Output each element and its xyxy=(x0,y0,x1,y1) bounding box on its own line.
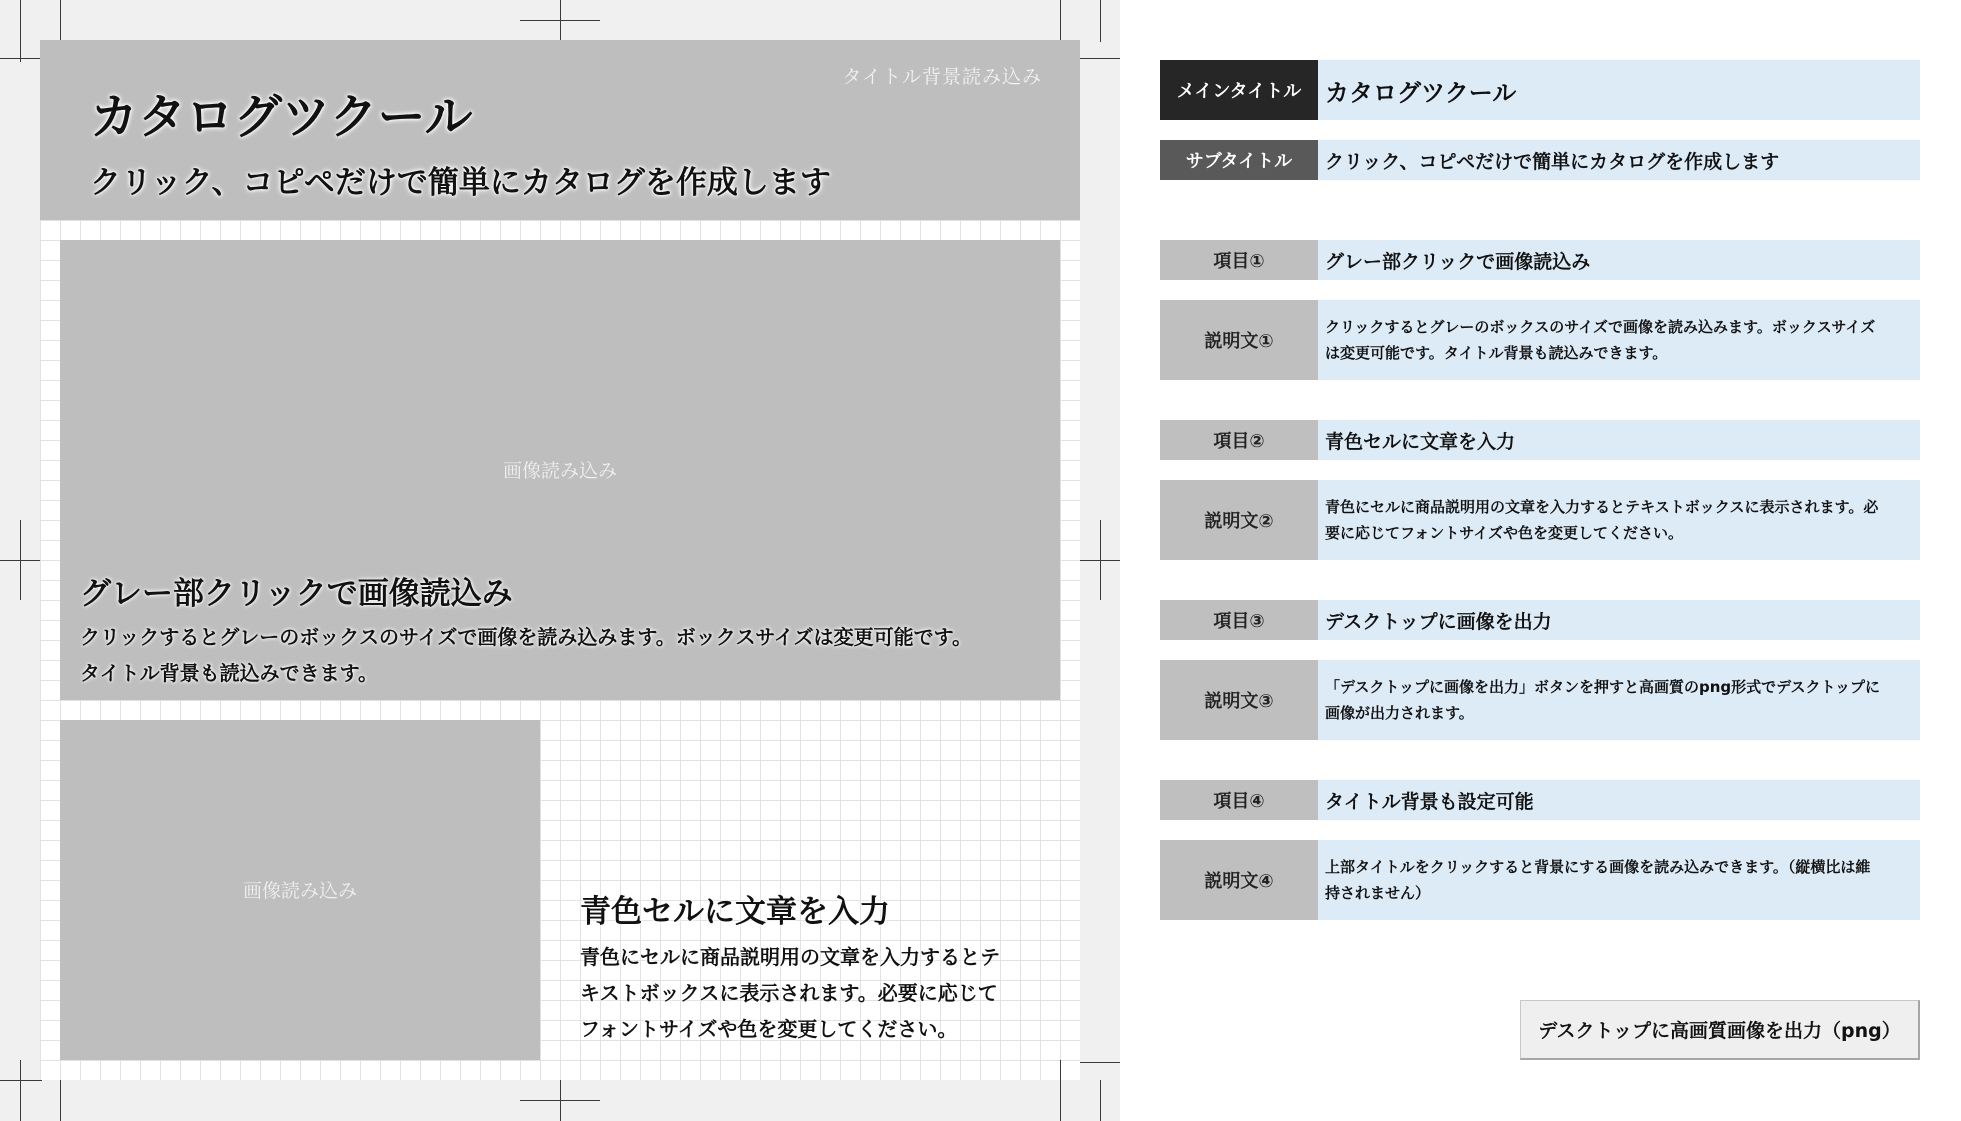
main-title-label: メインタイトル xyxy=(1160,60,1318,120)
desc2-input[interactable] xyxy=(1318,480,1920,560)
crop-mark xyxy=(0,1080,42,1081)
crop-mark xyxy=(20,520,21,600)
crop-mark xyxy=(1080,58,1120,59)
image-load-label: 画像読み込み xyxy=(502,460,617,482)
crop-mark xyxy=(1100,520,1101,600)
sub-title-input[interactable]: クリック、コピペだけで簡単にカタログを作成します xyxy=(1318,140,1920,180)
item1-heading: グレー部クリックで画像読込み xyxy=(80,576,513,612)
item4-label: 項目④ xyxy=(1160,780,1318,820)
item2-label: 項目② xyxy=(1160,420,1318,460)
export-png-button[interactable]: デスクトップに高画質画像を出力（png） xyxy=(1520,1000,1920,1060)
desc4-line1: 上部タイトルをクリックすると背景にする画像を読み込みできます。（縦横比は維 xyxy=(1325,858,1871,876)
crop-mark xyxy=(1060,1060,1061,1121)
crop-mark xyxy=(20,0,21,62)
desc3-line1: 「デスクトップに画像を出力」ボタンを押すと高画質のpng形式でデスクトップに xyxy=(1325,678,1881,696)
desc3-line2: 画像が出力されます。 xyxy=(1325,704,1474,722)
item2-desc-line2: キストボックスに表示されます。必要に応じて xyxy=(580,981,998,1005)
item1-desc-line1: クリックするとグレーのボックスのサイズで画像を読み込みます。ボックスサイズは変更可能です。 xyxy=(80,625,972,649)
image-placeholder-small[interactable] xyxy=(60,720,540,1060)
sub-title-label: サブタイトル xyxy=(1160,140,1318,180)
item2-input[interactable]: 青色セルに文章を入力 xyxy=(1318,420,1920,460)
crop-mark xyxy=(1080,1062,1120,1063)
crop-mark xyxy=(60,0,61,42)
image-load-label: 画像読み込み xyxy=(242,880,357,902)
desc4-input[interactable] xyxy=(1318,840,1920,920)
catalog-sub-title: クリック、コピペだけで簡単にカタログを作成します xyxy=(90,165,831,201)
item4-input[interactable]: タイトル背景も設定可能 xyxy=(1318,780,1920,820)
item3-label: 項目③ xyxy=(1160,600,1318,640)
item1-input[interactable]: グレー部クリックで画像読込み xyxy=(1318,240,1920,280)
desc4-label: 説明文④ xyxy=(1160,840,1318,920)
crop-mark xyxy=(0,58,42,59)
crop-mark xyxy=(560,1080,561,1121)
desc2-line1: 青色にセルに商品説明用の文章を入力するとテキストボックスに表示されます。必 xyxy=(1325,498,1879,516)
item1-label: 項目① xyxy=(1160,240,1318,280)
item2-heading: 青色セルに文章を入力 xyxy=(580,894,890,930)
item3-input[interactable]: デスクトップに画像を出力 xyxy=(1318,600,1920,640)
desc4-line2: 持されません） xyxy=(1325,884,1431,902)
crop-mark xyxy=(1100,1080,1101,1121)
desc3-input[interactable] xyxy=(1318,660,1920,740)
image-placeholder-large[interactable] xyxy=(60,240,1060,700)
desc2-line2: 要に応じてフォントサイズや色を変更してください。 xyxy=(1325,524,1684,542)
crop-mark xyxy=(60,1080,61,1121)
desc1-line1: クリックするとグレーのボックスのサイズで画像を読み込みます。ボックスサイズ xyxy=(1325,318,1876,336)
desc2-label: 説明文② xyxy=(1160,480,1318,560)
desc3-label: 説明文③ xyxy=(1160,660,1318,740)
main-title-input[interactable]: カタログツクール xyxy=(1318,60,1920,120)
crop-mark xyxy=(20,1060,21,1121)
item2-desc-line1: 青色にセルに商品説明用の文章を入力するとテ xyxy=(580,945,1000,969)
title-background[interactable] xyxy=(40,40,1080,220)
title-bg-load-label: タイトル背景読み込み xyxy=(842,66,1042,88)
item2-desc-line3: フォントサイズや色を変更してください。 xyxy=(580,1017,958,1041)
catalog-main-title: カタログツクール xyxy=(90,89,473,145)
desc1-line2: は変更可能です。タイトル背景も読込みできます。 xyxy=(1325,344,1668,362)
item1-desc-line2: タイトル背景も読込みできます。 xyxy=(80,661,378,685)
crop-mark xyxy=(560,0,561,40)
desc1-label: 説明文① xyxy=(1160,300,1318,380)
desc1-input[interactable] xyxy=(1318,300,1920,380)
crop-mark xyxy=(1100,0,1101,42)
